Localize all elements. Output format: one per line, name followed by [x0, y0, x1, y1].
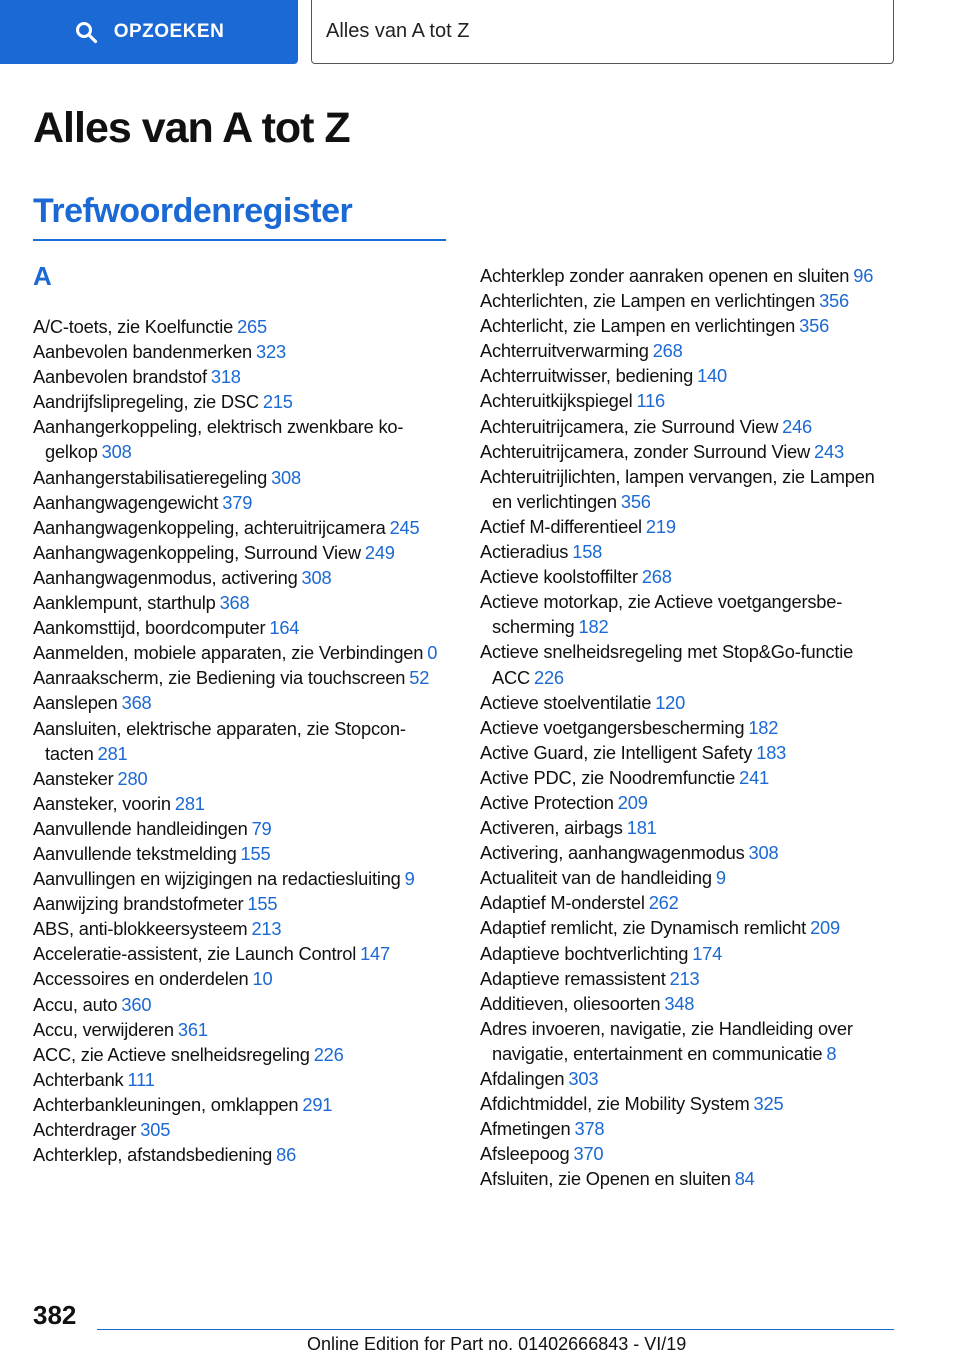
index-entry	[480, 941, 892, 966]
page-link[interactable]: 155	[240, 842, 271, 864]
page-link[interactable]: 140	[697, 365, 727, 387]
index-entry	[33, 891, 445, 916]
index-entry-text: Actief M-differentieel	[480, 515, 642, 537]
index-entry-text: Actieve snelheidsregeling met Stop&Go-functie ACC	[480, 641, 854, 688]
page-link[interactable]: 182	[748, 716, 779, 738]
index-entry-text: Achterbankleuningen, omklappen	[33, 1093, 299, 1115]
index-entry	[33, 916, 445, 941]
index-entry-text: Aanhangerkoppeling, elektrisch zwenkbare kogelkop	[33, 416, 404, 463]
page-link[interactable]: 79	[251, 817, 272, 839]
index-entry-text: Achterklep zonder aanraken openen en sluiten	[480, 265, 850, 286]
index-entry	[480, 991, 892, 1016]
index-entry-text: Aankomsttijd, boordcomputer	[33, 617, 266, 639]
index-entry	[480, 1116, 892, 1141]
index-entry-text: Adres invoeren, navigatie, zie Handleiding over navigatie, entertainment en communicatie	[480, 1017, 853, 1064]
index-entry-text: Achteruitrijcamera, zie Surround View	[480, 415, 779, 437]
page-link[interactable]: 323	[256, 341, 286, 363]
index-entry-text: Achterdrager	[33, 1119, 137, 1140]
search-button[interactable]	[0, 0, 298, 64]
page-link[interactable]: 356	[799, 315, 830, 337]
index-entry-text: Aanklempunt, starthulp	[33, 592, 216, 614]
index-entry-text: Aanvullende handleidingen	[33, 817, 248, 839]
index-entry	[480, 815, 892, 840]
index-entry	[480, 840, 892, 865]
index-entry	[33, 414, 445, 464]
breadcrumb[interactable]	[311, 0, 894, 64]
index-entry-text: Accessoires en onderdelen	[33, 968, 249, 990]
index-entry-text: Aanvullende tekstmelding	[33, 842, 237, 864]
page-number: 382	[33, 1300, 77, 1330]
index-entry	[480, 388, 892, 413]
index-entry	[480, 765, 892, 790]
page-link[interactable]: 265	[237, 316, 267, 337]
index-entry	[33, 565, 445, 590]
index-entry-text: Accu, auto	[33, 993, 118, 1015]
index-entry-text: Adaptieve bochtverlichting	[480, 942, 689, 964]
index-entry-text: Aanhangwagenkoppeling, achteruitrijcamera	[33, 516, 386, 538]
index-entry	[480, 439, 892, 464]
index-entry	[33, 966, 445, 991]
index-entry	[480, 690, 892, 715]
page-link[interactable]: 111	[127, 1068, 155, 1090]
page-link[interactable]: 262	[648, 892, 679, 914]
index-entry-text: Active PDC, zie Noodremfunctie	[480, 766, 736, 788]
index-entry	[480, 790, 892, 815]
section-title: Trefwoordenregister	[33, 192, 353, 230]
index-entry	[33, 1017, 445, 1042]
page-link[interactable]: 181	[626, 817, 657, 839]
page-link[interactable]: 378	[574, 1118, 605, 1140]
index-entry	[33, 1142, 445, 1167]
index-entry	[480, 1166, 892, 1191]
page-link[interactable]: 213	[669, 967, 700, 989]
page-link[interactable]: 226	[534, 666, 564, 688]
index-entry	[480, 865, 892, 890]
index-entry	[33, 866, 445, 891]
index-entry-text: Actieve motorkap, zie Actieve voetgangersbescherming	[480, 591, 843, 638]
index-entry-text: Adaptieve remassistent	[480, 967, 666, 989]
index-entry-text: Achterklep, afstandsbediening	[33, 1144, 273, 1166]
page-link[interactable]: 268	[641, 566, 672, 588]
page-link[interactable]: 291	[302, 1093, 333, 1115]
index-entry	[33, 515, 445, 540]
page-link[interactable]: 245	[389, 516, 420, 538]
index-entry-text: Afsluiten, zie Openen en sluiten	[480, 1168, 731, 1190]
index-entry-text: Actieradius	[480, 541, 569, 563]
page-link[interactable]: 52	[409, 667, 430, 689]
page-link[interactable]: 348	[664, 992, 695, 1014]
page-link[interactable]: 164	[269, 617, 300, 639]
index-entry-text: Aansluiten, elektrische apparaten, zie Stopcontacten	[33, 717, 406, 764]
index-entry	[33, 490, 445, 515]
page-link[interactable]: 356	[620, 490, 651, 512]
search-icon	[74, 20, 98, 44]
index-entry	[480, 414, 892, 439]
index-entry	[480, 539, 892, 564]
index-entry	[33, 1117, 445, 1142]
index-entry-text: Aanvullingen en wijzigingen na redactiesluiting	[33, 868, 401, 890]
index-entry	[480, 639, 892, 689]
page-link[interactable]: 241	[739, 766, 770, 788]
index-entry-text: Active Protection	[480, 791, 614, 813]
page-link[interactable]: 308	[748, 842, 779, 864]
index-column-right	[480, 263, 892, 1191]
index-entry	[480, 1066, 892, 1091]
page-link[interactable]: 268	[652, 340, 683, 362]
index-entry	[480, 338, 892, 363]
page-link[interactable]: 9	[404, 868, 415, 890]
page-link[interactable]: 281	[97, 742, 128, 764]
index-entry	[33, 389, 445, 414]
page-link[interactable]: 147	[360, 943, 390, 965]
page-link[interactable]: 370	[573, 1143, 604, 1165]
index-entry	[33, 590, 445, 615]
index-entry-text: Additieven, oliesoorten	[480, 992, 661, 1014]
index-entry	[33, 941, 445, 966]
index-entry-text: Aanbevolen brandstof	[33, 366, 207, 388]
page-link[interactable]: 368	[121, 692, 152, 714]
index-entry	[480, 263, 892, 288]
page-link[interactable]: 308	[271, 466, 301, 488]
page-link[interactable]: 96	[853, 265, 874, 286]
index-column-left	[33, 314, 445, 1167]
index-entry-text: Aanslepen	[33, 692, 118, 714]
search-button-label: OPZOEKEN	[113, 21, 225, 42]
index-entry-text: Actualiteit van de handleiding	[480, 867, 712, 889]
page-link[interactable]: 120	[655, 691, 686, 713]
index-entry-text: Activering, aanhangwagenmodus	[480, 842, 745, 864]
index-entry	[480, 890, 892, 915]
page-link[interactable]: 379	[222, 491, 253, 513]
index-entry	[33, 716, 445, 766]
page-link[interactable]: 158	[572, 541, 603, 563]
index-entry	[480, 514, 892, 539]
index-entry-text: Afdichtmiddel, zie Mobility System	[480, 1093, 750, 1115]
index-entry-text: Aanhangwagengewicht	[33, 491, 219, 513]
index-entry	[480, 1016, 892, 1066]
page-link[interactable]: 368	[219, 592, 250, 614]
index-entry	[33, 766, 445, 791]
index-entry	[480, 564, 892, 589]
page-link[interactable]: 10	[252, 968, 273, 990]
index-entry	[33, 364, 445, 389]
index-entry	[33, 690, 445, 715]
index-entry	[33, 314, 445, 339]
index-entry-text: Adaptief remlicht, zie Dynamisch remlicht	[480, 917, 807, 939]
page-link[interactable]: 209	[617, 791, 648, 813]
index-entry-text: Active Guard, zie Intelligent Safety	[480, 741, 753, 763]
index-entry-text: Aanmelden, mobiele apparaten, zie Verbindingen	[33, 642, 424, 664]
index-entry-text: Adaptief M-onderstel	[480, 892, 645, 914]
index-entry	[480, 313, 892, 338]
index-entry	[33, 1067, 445, 1092]
index-entry-text: Actieve koolstoffilter	[480, 566, 638, 588]
index-entry	[480, 1091, 892, 1116]
page-link[interactable]: 9	[715, 867, 726, 889]
page-link[interactable]: 360	[121, 993, 152, 1015]
index-entry	[480, 363, 892, 388]
page-link[interactable]: 308	[301, 566, 332, 588]
index-entry	[480, 1141, 892, 1166]
index-entry	[33, 1092, 445, 1117]
page-link[interactable]: 325	[753, 1093, 784, 1115]
index-entry	[33, 665, 445, 690]
index-entry	[480, 715, 892, 740]
index-entry-text: Achterbank	[33, 1068, 124, 1090]
index-entry-text: Aanwijzing brandstofmeter	[33, 893, 244, 915]
footer-edition: Online Edition for Part no. 01402666843 - VI/19	[307, 1334, 687, 1354]
page-link[interactable]: 219	[645, 515, 676, 537]
index-entry-text: Achteruitrijcamera, zonder Surround View	[480, 440, 811, 462]
section-divider	[33, 239, 446, 241]
index-entry	[33, 791, 445, 816]
index-entry	[33, 540, 445, 565]
page-link[interactable]: 0	[427, 642, 438, 664]
page-link[interactable]: 174	[692, 942, 723, 964]
page-link[interactable]: 305	[140, 1119, 171, 1140]
page-title: Alles van A tot Z	[33, 104, 350, 152]
page-link[interactable]: 303	[568, 1068, 599, 1089]
letter-heading: A	[33, 261, 52, 291]
footer-divider	[97, 1329, 894, 1330]
page-link[interactable]: 356	[819, 290, 849, 312]
index-entry	[33, 465, 445, 490]
index-entry-text: Aansteker, voorin	[33, 792, 171, 814]
index-entry	[33, 992, 445, 1017]
index-entry-text: ACC, zie Actieve snelheidsregeling	[33, 1043, 310, 1065]
index-entry	[33, 615, 445, 640]
index-entry-text: Aanhangerstabilisatieregeling	[33, 466, 268, 488]
index-entry	[33, 841, 445, 866]
page-link[interactable]: 281	[174, 792, 205, 814]
breadcrumb-label: Alles van A tot Z	[326, 20, 470, 42]
page-link[interactable]: 116	[636, 390, 666, 412]
index-entry	[480, 464, 892, 514]
index-entry-text: Accu, verwijderen	[33, 1018, 174, 1040]
page-link[interactable]: 318	[210, 366, 241, 388]
index-entry-text: Aansteker	[33, 767, 114, 789]
index-entry-text: A/C-toets, zie Koelfunctie	[33, 316, 234, 337]
page-link[interactable]: 155	[247, 893, 278, 915]
index-entry	[33, 339, 445, 364]
index-entry-text: Afdalingen	[480, 1068, 565, 1089]
index-entry-text: Afsleepoog	[480, 1143, 570, 1165]
index-entry-text: Actieve stoelventilatie	[480, 691, 652, 713]
page-link[interactable]: 8	[826, 1042, 837, 1064]
page-link[interactable]: 361	[177, 1018, 208, 1040]
page-link[interactable]: 280	[117, 767, 148, 789]
index-entry-text: Achterlichten, zie Lampen en verlichtingen	[480, 290, 816, 312]
index-entry	[480, 915, 892, 940]
index-entry-text: Afmetingen	[480, 1118, 571, 1140]
index-entry-text: Aanraakscherm, zie Bediening via touchscreen	[33, 667, 406, 689]
index-entry-text: Actieve voetgangersbescherming	[480, 716, 745, 738]
index-entry	[480, 740, 892, 765]
index-entry-text: Aanhangwagenkoppeling, Surround View	[33, 541, 361, 563]
page-link[interactable]: 246	[782, 415, 813, 437]
page-link[interactable]: 215	[262, 391, 293, 413]
index-entry-text: Aandrijfslipregeling, zie DSC	[33, 391, 259, 413]
index-entry-text: Achterruitverwarming	[480, 340, 649, 362]
index-entry-text: Achteruitkijkspiegel	[480, 390, 633, 412]
page-link[interactable]: 209	[810, 917, 840, 939]
index-entry-text: Aanbevolen bandenmerken	[33, 341, 253, 363]
page-link[interactable]: 182	[578, 616, 609, 638]
index-entry-text: Acceleratie-assistent, zie Launch Control	[33, 943, 357, 965]
index-entry-text: Aanhangwagenmodus, activering	[33, 566, 298, 588]
index-entry-text: Achterlicht, zie Lampen en verlichtingen	[480, 315, 796, 337]
index-entry	[480, 589, 892, 639]
index-entry	[33, 640, 445, 665]
index-entry	[33, 816, 445, 841]
index-entry	[480, 288, 892, 313]
index-entry-text: Achteruitrijlichten, lampen vervangen, zie Lampen en verlichtingen	[480, 465, 875, 512]
page-link[interactable]: 308	[101, 441, 132, 463]
index-entry-text: ABS, anti-blokkeersysteem	[33, 918, 248, 940]
page-link[interactable]: 249	[364, 541, 395, 563]
page-link[interactable]: 226	[313, 1043, 344, 1065]
page-link[interactable]: 183	[756, 741, 787, 763]
index-entry-text: Activeren, airbags	[480, 817, 623, 839]
index-entry-text: Achterruitwisser, bediening	[480, 365, 694, 387]
page-link[interactable]: 243	[814, 440, 844, 462]
page-link[interactable]: 86	[276, 1144, 297, 1166]
page-link[interactable]: 84	[734, 1168, 755, 1190]
index-entry	[480, 966, 892, 991]
page-link[interactable]: 213	[251, 918, 282, 940]
index-entry	[33, 1042, 445, 1067]
